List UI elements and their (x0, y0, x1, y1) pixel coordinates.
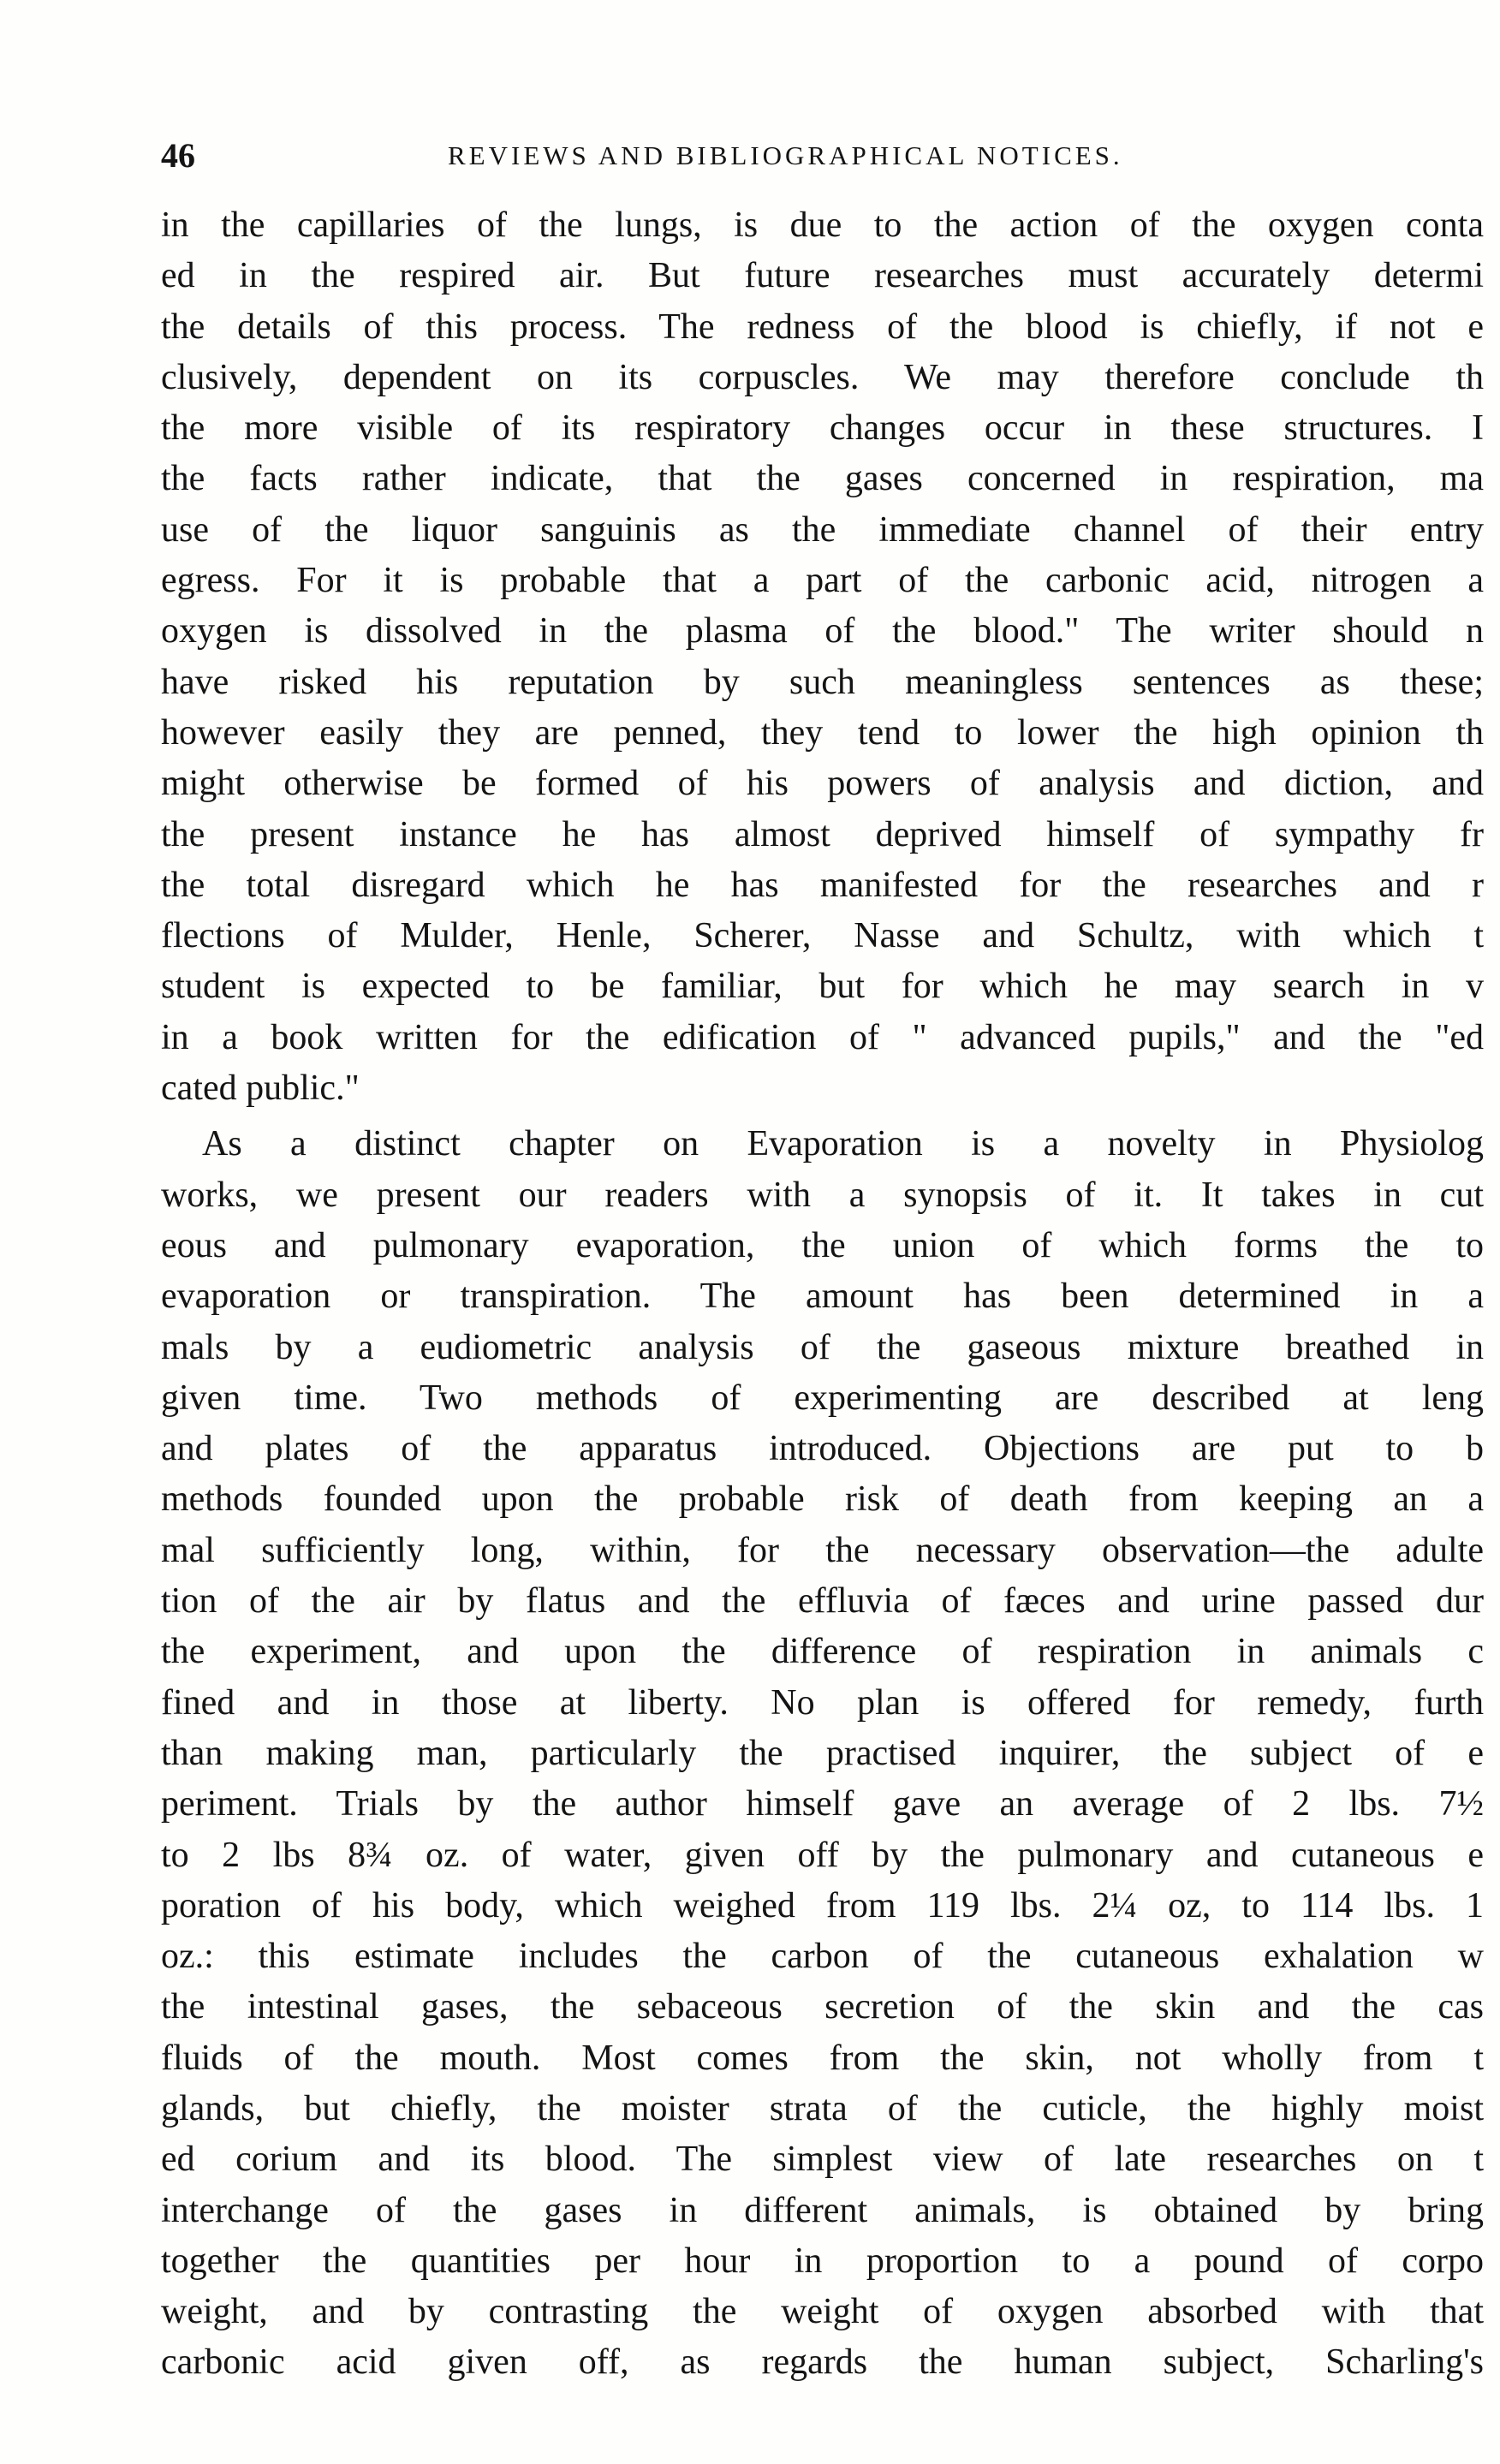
paragraph-1 (161, 200, 1484, 1114)
text-line: fluids of the mouth. Most comes from the skin, not wholly from t (161, 2038, 1484, 2078)
text-line: the present instance he has almost deprived himself of sympathy fr (161, 814, 1484, 854)
text-line: might otherwise be formed of his powers of analysis and diction, and (161, 764, 1484, 804)
text-line: oxygen is dissolved in the plasma of the blood." The writer should n (161, 611, 1484, 652)
text-line: use of the liquor sanguinis as the immediate channel of their entry (161, 509, 1484, 550)
text-line: methods founded upon the probable risk of death from keeping an a (161, 1479, 1484, 1520)
text-line: mal sufficiently long, within, for the necessary observation—the adulte (161, 1530, 1484, 1570)
text-line: fined and in those at liberty. No plan is offered for remedy, furth (161, 1682, 1484, 1723)
text-line: clusively, dependent on its corpuscles. We may therefore conclude th (161, 357, 1484, 397)
text-line: eous and pulmonary evaporation, the union of which forms the to (161, 1225, 1484, 1265)
text-line: evaporation or transpiration. The amount has been determined in a (161, 1277, 1484, 1317)
text-line: tion of the air by flatus and the effluvia of fæces and urine passed dur (161, 1581, 1484, 1622)
running-head: REVIEWS AND BIBLIOGRAPHICAL NOTICES. (448, 140, 1123, 170)
text-line: the intestinal gases, the sebaceous secretion of the skin and the cas (161, 1987, 1484, 2027)
text-line: poration of his body, which weighed from 119 lbs. 2¼ oz, to 114 lbs. 1 (161, 1885, 1484, 1925)
paragraph-2 (161, 1119, 1484, 2388)
text-line: student is expected to be familiar, but for which he may search in v (161, 967, 1484, 1007)
text-line: given time. Two methods of experimenting are described at leng (161, 1378, 1484, 1418)
text-line: egress. For it is probable that a part of the carbonic acid, nitrogen a (161, 561, 1484, 601)
text-line: the facts rather indicate, that the gases concerned in respiration, ma (161, 459, 1484, 499)
text-line: in a book written for the edification of " advanced pupils," and the "ed (161, 1017, 1484, 1057)
text-line: mals by a eudiometric analysis of the gaseous mixture breathed in (161, 1327, 1484, 1367)
text-line: however easily they are penned, they tend to lower the high opinion th (161, 712, 1484, 753)
text-line: ed in the respired air. But future researches must accurately determi (161, 256, 1484, 296)
text-line: to 2 lbs 8¾ oz. of water, given off by the pulmonary and cutaneous e (161, 1835, 1484, 1875)
text-line: in the capillaries of the lungs, is due to the action of the oxygen conta (161, 205, 1484, 245)
text-line: the more visible of its respiratory changes occur in these structures. I (161, 408, 1484, 449)
text-line: cated public." (161, 1068, 360, 1109)
body-text (161, 200, 1484, 2418)
page-header (161, 135, 1462, 187)
text-line: have risked his reputation by such meaningless sentences as these; (161, 662, 1484, 702)
text-line: carbonic acid given off, as regards the human subject, Scharling's (161, 2342, 1484, 2383)
text-line: works, we present our readers with a synopsis of it. It takes in cut (161, 1175, 1484, 1215)
text-line: glands, but chiefly, the moister strata of the cuticle, the highly moist (161, 2088, 1484, 2128)
text-line: As a distinct chapter on Evaporation is a novelty in Physiolog (202, 1124, 1484, 1164)
text-line: the total disregard which he has manifested for the researches and r (161, 865, 1484, 905)
text-line: ed corium and its blood. The simplest view of late researches on t (161, 2140, 1484, 2180)
text-line: periment. Trials by the author himself gave an average of 2 lbs. 7½ (161, 1784, 1484, 1824)
text-line: the details of this process. The redness of the blood is chiefly, if not e (161, 307, 1484, 347)
text-line: interchange of the gases in different animals, is obtained by bring (161, 2190, 1484, 2230)
text-line: flections of Mulder, Henle, Scherer, Nasse and Schultz, with which t (161, 916, 1484, 956)
text-line: than making man, particularly the practised inquirer, the subject of e (161, 1733, 1484, 1773)
page-number: 46 (161, 136, 195, 175)
text-line: together the quantities per hour in proportion to a pound of corpo (161, 2241, 1484, 2281)
text-line: and plates of the apparatus introduced. Objections are put to b (161, 1429, 1484, 1469)
text-line: the experiment, and upon the difference of respiration in animals c (161, 1632, 1484, 1672)
text-line: weight, and by contrasting the weight of oxygen absorbed with that (161, 2292, 1484, 2332)
text-line: oz.: this estimate includes the carbon of the cutaneous exhalation w (161, 1937, 1484, 1977)
